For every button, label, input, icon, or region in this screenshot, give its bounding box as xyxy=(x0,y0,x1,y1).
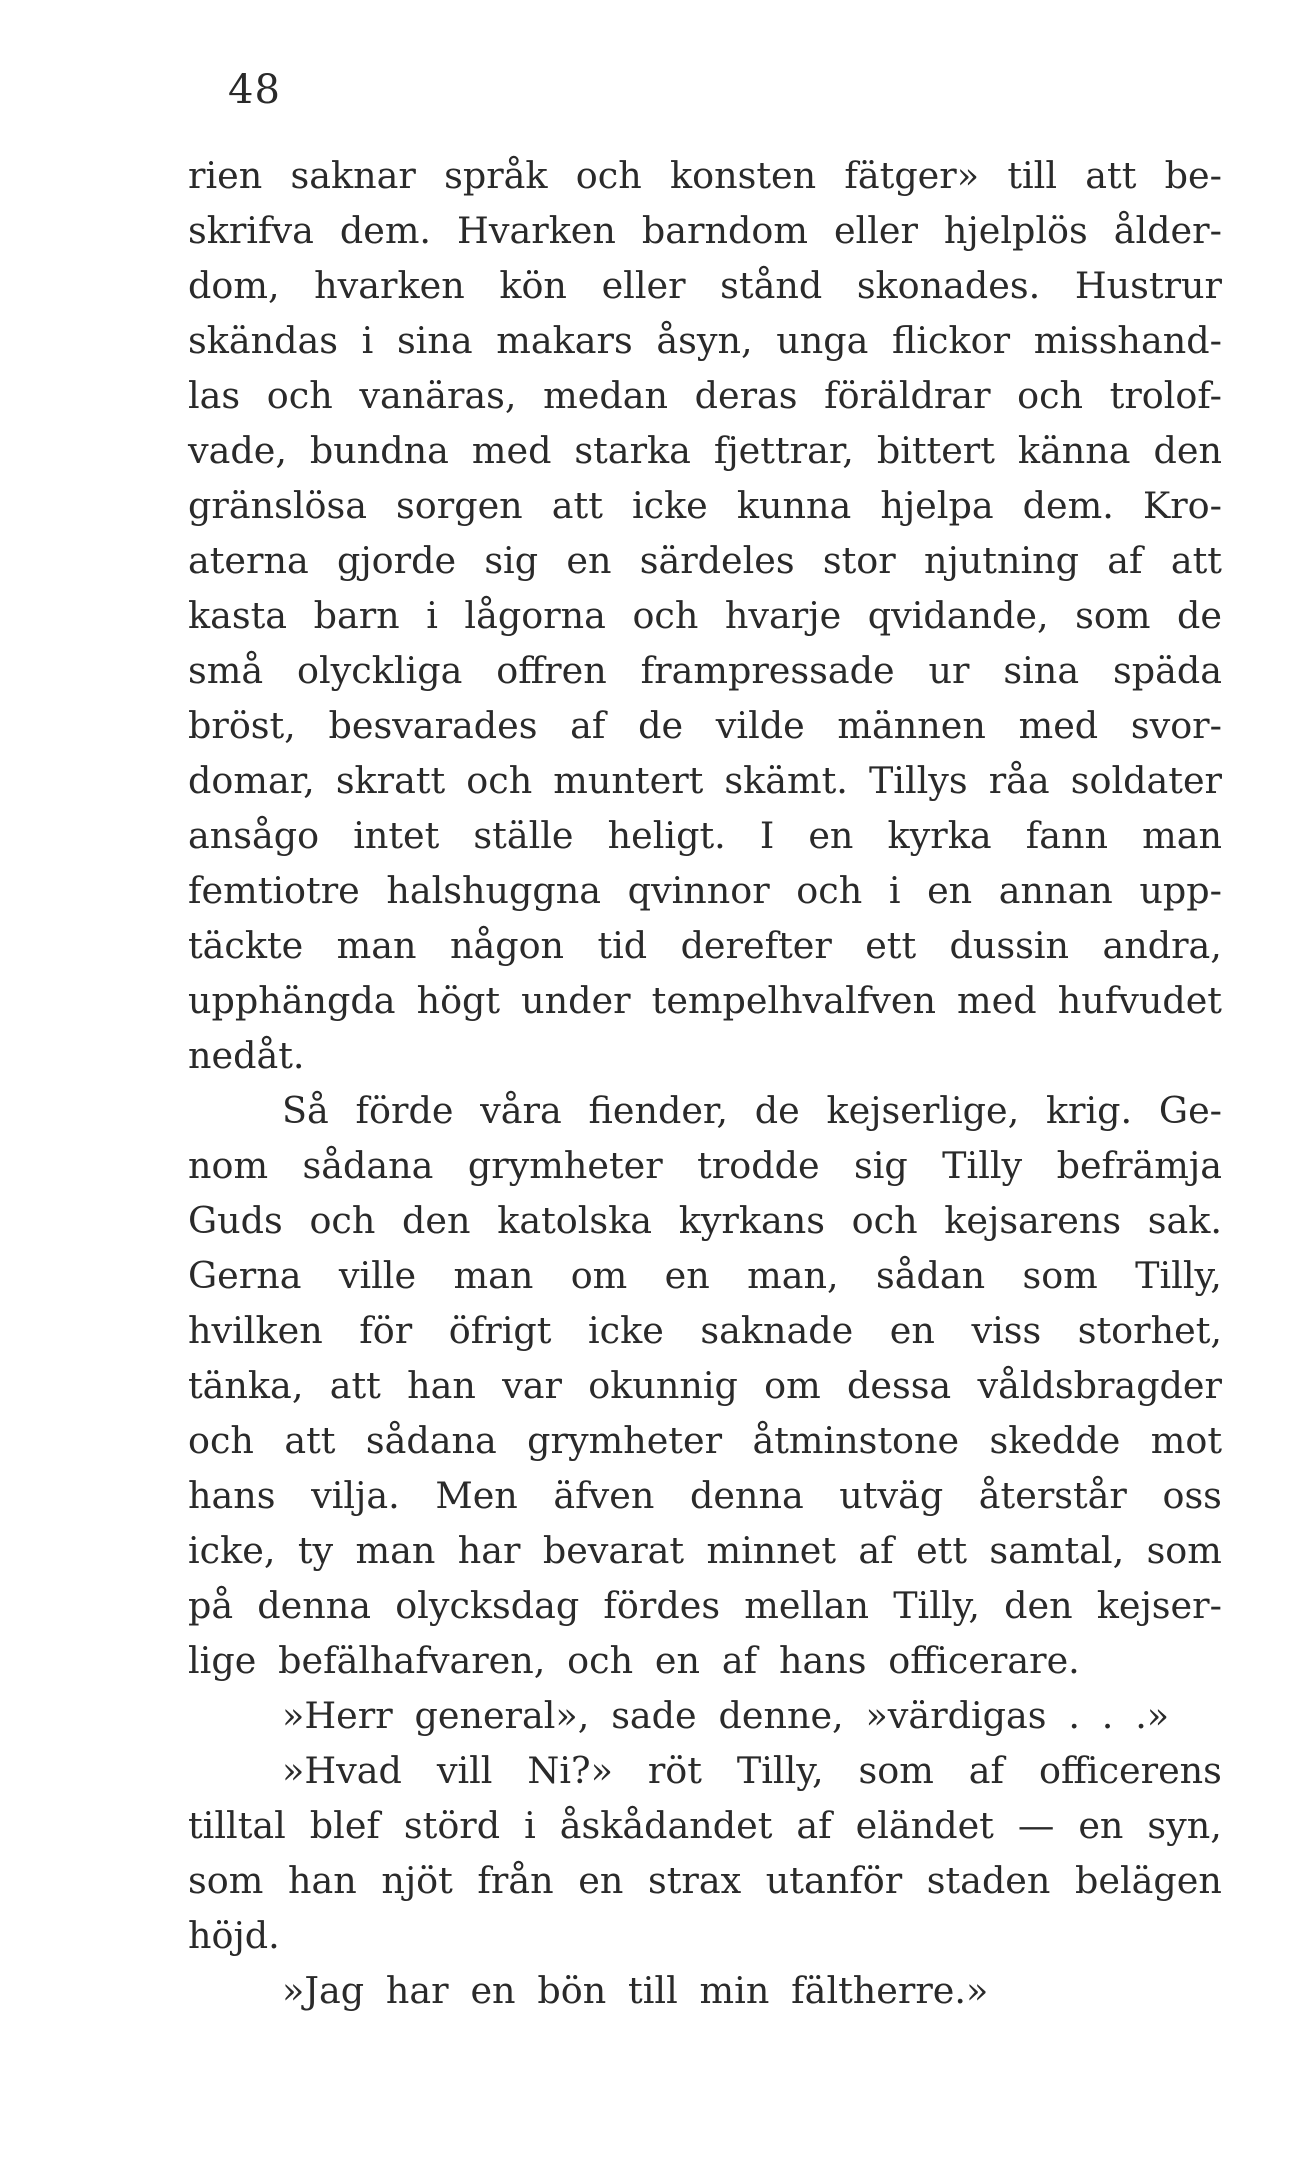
word: kyrka xyxy=(887,814,992,857)
text-line xyxy=(188,1798,1222,1853)
word: ålder- xyxy=(1113,209,1222,252)
word: en xyxy=(664,1254,710,1297)
word: med xyxy=(1018,704,1099,747)
word: fätger» xyxy=(844,154,980,197)
word: Gerna xyxy=(188,1254,302,1297)
word: skratt xyxy=(335,759,446,802)
word: skrifva xyxy=(188,209,314,252)
word: derefter xyxy=(680,924,832,967)
word: och xyxy=(575,154,642,197)
word: Guds xyxy=(188,1199,283,1242)
word: och xyxy=(188,1419,254,1462)
word: denna xyxy=(257,1584,372,1627)
word: kasta xyxy=(188,594,288,637)
word: rien xyxy=(188,154,263,197)
word: Hvarken xyxy=(457,209,616,252)
word: stånd xyxy=(720,264,823,307)
word: njutning xyxy=(923,539,1080,582)
word: dussin xyxy=(949,924,1070,967)
word: flickor xyxy=(892,319,1011,362)
text-line xyxy=(188,1248,1222,1303)
word: denna xyxy=(689,1474,804,1517)
line-text: nedåt. xyxy=(188,1034,305,1077)
word: Tilly xyxy=(942,1144,1023,1187)
word: från xyxy=(477,1859,554,1902)
text-line xyxy=(188,1578,1222,1633)
word: och xyxy=(796,869,863,912)
word: ansågo xyxy=(188,814,320,857)
word: heligt. xyxy=(607,814,726,857)
word: mellan xyxy=(744,1584,870,1627)
word: gränslösa xyxy=(188,484,367,527)
word: qvinnor xyxy=(627,869,770,912)
word: fiender, xyxy=(588,1089,728,1132)
word: Ni?» xyxy=(527,1749,613,1792)
word: grymheter xyxy=(467,1144,663,1187)
word: man xyxy=(1142,814,1222,857)
word: muntert xyxy=(553,759,704,802)
text-line xyxy=(188,1743,1222,1798)
word: och xyxy=(466,759,533,802)
word: till xyxy=(1007,154,1058,197)
word: de xyxy=(754,1089,800,1132)
word: Tillys xyxy=(868,759,968,802)
word: sina xyxy=(1003,649,1080,692)
word: en xyxy=(808,814,854,857)
word: olycksdag xyxy=(395,1584,580,1627)
line-text: lige befälhafvaren, och en af hans officerare. xyxy=(188,1639,1080,1682)
word: krig. xyxy=(1045,1089,1133,1132)
word: blef xyxy=(309,1804,380,1847)
word: icke, xyxy=(188,1529,276,1572)
line-text: höjd. xyxy=(188,1914,280,1957)
word: eller xyxy=(601,264,686,307)
word: Så xyxy=(282,1089,329,1132)
word: och xyxy=(851,1199,918,1242)
word: och xyxy=(632,594,699,637)
word: njöt xyxy=(381,1859,453,1902)
word: skonades. xyxy=(856,264,1041,307)
word: sak. xyxy=(1147,1199,1222,1242)
word: hvarken xyxy=(314,264,465,307)
word: viss xyxy=(971,1309,1042,1352)
word: hans xyxy=(188,1474,276,1517)
word: och xyxy=(266,374,333,417)
word: »Hvad xyxy=(282,1749,402,1792)
word: som xyxy=(1075,594,1151,637)
word: besvarades xyxy=(328,704,538,747)
word: särdeles xyxy=(639,539,795,582)
word: återstår xyxy=(978,1474,1127,1517)
word: dom, xyxy=(188,264,280,307)
text-line xyxy=(188,1633,1222,1688)
text-line xyxy=(188,1303,1222,1358)
word: strax xyxy=(647,1859,742,1902)
text-line xyxy=(188,148,1222,203)
word: sorgen xyxy=(396,484,523,527)
word: Tilly, xyxy=(893,1584,980,1627)
word: staden xyxy=(926,1859,1051,1902)
word: barn xyxy=(313,594,400,637)
word: af xyxy=(570,704,606,747)
word: aterna xyxy=(188,539,309,582)
word: medan xyxy=(543,374,668,417)
word: den xyxy=(1153,429,1222,472)
word: att xyxy=(1170,539,1222,582)
word: de xyxy=(1176,594,1222,637)
word: råa xyxy=(988,759,1050,802)
word: med xyxy=(957,979,1037,1022)
text-line xyxy=(188,1853,1222,1908)
word: på xyxy=(188,1584,234,1627)
word: af xyxy=(1107,539,1143,582)
word: intet xyxy=(353,814,440,857)
word: frampressade xyxy=(640,649,895,692)
text-line xyxy=(188,863,1222,918)
text-line xyxy=(188,1083,1222,1138)
word: och xyxy=(309,1199,376,1242)
word: att xyxy=(284,1419,336,1462)
word: kejsarens xyxy=(944,1199,1122,1242)
word: en xyxy=(889,1309,935,1352)
text-line xyxy=(188,1193,1222,1248)
text-line xyxy=(188,973,1222,1028)
page-number: 48 xyxy=(228,67,281,113)
word: som xyxy=(858,1749,934,1792)
word: han xyxy=(287,1859,357,1902)
word: las xyxy=(188,374,241,417)
word: röt xyxy=(647,1749,702,1792)
word: sig xyxy=(484,539,539,582)
word: ville xyxy=(338,1254,417,1297)
word: kejser- xyxy=(1096,1584,1222,1627)
word: mot xyxy=(1150,1419,1222,1462)
word: eller xyxy=(833,209,918,252)
word: dem. xyxy=(339,209,432,252)
word: af xyxy=(796,1804,832,1847)
word: katolska xyxy=(497,1199,653,1242)
word: vilde xyxy=(715,704,805,747)
text-line xyxy=(188,1688,1222,1743)
word: störd xyxy=(403,1804,501,1847)
word: soldater xyxy=(1070,759,1222,802)
word: kön xyxy=(499,264,567,307)
word: tänka, xyxy=(188,1364,304,1407)
word: han xyxy=(407,1364,476,1407)
word: fann xyxy=(1025,814,1108,857)
word: en xyxy=(566,539,612,582)
word: åtminstone xyxy=(752,1419,960,1462)
word: starka xyxy=(574,429,691,472)
word: hvilken xyxy=(188,1309,323,1352)
word: i xyxy=(426,594,438,637)
word: man xyxy=(453,1254,534,1297)
word: sådana xyxy=(365,1419,497,1462)
word: grymheter xyxy=(527,1419,723,1462)
word: våldsbragder xyxy=(977,1364,1222,1407)
word: skämt. xyxy=(724,759,848,802)
text-line xyxy=(188,698,1222,753)
word: samtal, xyxy=(989,1529,1125,1572)
word: sådana xyxy=(302,1144,434,1187)
word: tempelhvalfven xyxy=(651,979,936,1022)
word: var xyxy=(502,1364,562,1407)
word: lågorna xyxy=(464,594,606,637)
text-line xyxy=(188,313,1222,368)
word: Kro- xyxy=(1142,484,1222,527)
word: trolof- xyxy=(1109,374,1222,417)
word: att xyxy=(1085,154,1137,197)
word: bundna xyxy=(309,429,449,472)
word: i xyxy=(888,869,901,912)
text-line xyxy=(188,533,1222,588)
word: vanäras, xyxy=(359,374,517,417)
word: för xyxy=(359,1309,413,1352)
word: om xyxy=(764,1364,821,1407)
word: täckte xyxy=(188,924,304,967)
word: okunnig xyxy=(588,1364,738,1407)
word: en xyxy=(1078,1804,1124,1847)
text-line xyxy=(188,1523,1222,1578)
word: minnet xyxy=(706,1529,837,1572)
word: gjorde xyxy=(337,539,457,582)
word: föräldrar xyxy=(824,374,991,417)
word: våra xyxy=(480,1089,562,1132)
word: femtiotre xyxy=(188,869,360,912)
word: befrämja xyxy=(1056,1144,1222,1187)
word: under xyxy=(521,979,631,1022)
word: af xyxy=(968,1749,1005,1792)
word: dem. xyxy=(1022,484,1114,527)
text-line xyxy=(188,918,1222,973)
word: skändas xyxy=(188,319,338,362)
word: annan xyxy=(998,869,1113,912)
word: som xyxy=(1022,1254,1098,1297)
word: om xyxy=(570,1254,628,1297)
word: vilja. xyxy=(311,1474,400,1517)
word: Tilly, xyxy=(1135,1254,1222,1297)
word: ur xyxy=(928,649,970,692)
word: öfrigt xyxy=(448,1309,552,1352)
word: att xyxy=(329,1364,381,1407)
word: i xyxy=(524,1804,536,1847)
word: äfven xyxy=(553,1474,655,1517)
word: upphängda xyxy=(188,979,396,1022)
word: be- xyxy=(1164,154,1222,197)
text-line xyxy=(188,368,1222,423)
word: ty xyxy=(297,1529,334,1572)
text-line xyxy=(188,203,1222,258)
word: ett xyxy=(916,1529,967,1572)
text-line xyxy=(188,643,1222,698)
word: deras xyxy=(694,374,798,417)
word: sina xyxy=(396,319,473,362)
word: språk xyxy=(444,154,548,197)
word: — xyxy=(1017,1804,1055,1847)
word: sig xyxy=(853,1144,908,1187)
word: någon xyxy=(449,924,565,967)
word: officerens xyxy=(1039,1749,1222,1792)
word: ett xyxy=(865,924,917,967)
word: Ge- xyxy=(1158,1089,1222,1132)
word: olyckliga xyxy=(297,649,463,692)
word: utanför xyxy=(765,1859,903,1902)
word: domar, xyxy=(188,759,315,802)
word: belägen xyxy=(1075,1859,1222,1902)
word: åsyn, xyxy=(656,319,753,362)
word: åskådandet xyxy=(559,1804,773,1847)
word: halshuggna xyxy=(386,869,602,912)
text-line xyxy=(188,1908,1222,1963)
word: man xyxy=(355,1529,436,1572)
word: saknar xyxy=(290,154,416,197)
word: bevarat xyxy=(542,1529,685,1572)
text-line xyxy=(188,1358,1222,1413)
word: späda xyxy=(1113,649,1222,692)
word: kejserlige, xyxy=(826,1089,1020,1132)
word: som xyxy=(1146,1529,1222,1572)
line-text: »Jag har en bön till min fältherre.» xyxy=(282,1969,989,2012)
word: fördes xyxy=(603,1584,721,1627)
word: förde xyxy=(355,1089,454,1132)
word: bittert xyxy=(876,429,995,472)
word: konsten xyxy=(670,154,817,197)
word: syn, xyxy=(1147,1804,1222,1847)
line-text: »Herr general», sade denne, »värdigas . . .» xyxy=(282,1694,1170,1737)
word: eländet xyxy=(855,1804,994,1847)
word: qvidande, xyxy=(867,594,1049,637)
text-line xyxy=(188,423,1222,478)
text-line xyxy=(188,1963,1222,2018)
text-line xyxy=(188,1468,1222,1523)
word: i xyxy=(361,319,374,362)
word: hjelplös xyxy=(943,209,1088,252)
word: sådan xyxy=(875,1254,986,1297)
word: fjettrar, xyxy=(713,429,854,472)
word: Hustrur xyxy=(1074,264,1222,307)
word: de xyxy=(638,704,684,747)
word: barndom xyxy=(641,209,808,252)
word: tid xyxy=(597,924,648,967)
word: offren xyxy=(496,649,607,692)
word: och xyxy=(1017,374,1084,417)
word: Tilly, xyxy=(736,1749,824,1792)
word: dessa xyxy=(847,1364,952,1407)
word: vade, xyxy=(188,429,287,472)
word: hvarje xyxy=(724,594,842,637)
word: ställe xyxy=(473,814,574,857)
text-line xyxy=(188,1413,1222,1468)
word: att xyxy=(551,484,603,527)
word: högt xyxy=(416,979,501,1022)
text-line xyxy=(188,1028,1222,1083)
word: makars xyxy=(496,319,633,362)
word: man, xyxy=(747,1254,839,1297)
word: en xyxy=(927,869,973,912)
word: känna xyxy=(1017,429,1131,472)
word: I xyxy=(759,814,775,857)
word: en xyxy=(578,1859,624,1902)
word: små xyxy=(188,649,264,692)
word: stor xyxy=(822,539,896,582)
word: upp- xyxy=(1139,869,1222,912)
word: har xyxy=(457,1529,521,1572)
word: vill xyxy=(436,1749,493,1792)
word: kunna xyxy=(736,484,852,527)
word: kyrkans xyxy=(678,1199,825,1242)
word: trodde xyxy=(697,1144,820,1187)
word: männen xyxy=(837,704,986,747)
word: icke xyxy=(631,484,708,527)
word: nom xyxy=(188,1144,269,1187)
word: oss xyxy=(1162,1474,1222,1517)
text-line xyxy=(188,1138,1222,1193)
word: andra, xyxy=(1102,924,1222,967)
word: den xyxy=(1004,1584,1073,1627)
word: hufvudet xyxy=(1057,979,1222,1022)
word: storhet, xyxy=(1077,1309,1222,1352)
word: tilltal xyxy=(188,1804,286,1847)
word: hjelpa xyxy=(880,484,994,527)
word: svor- xyxy=(1130,704,1222,747)
text-line xyxy=(188,808,1222,863)
word: saknade xyxy=(700,1309,854,1352)
word: med xyxy=(471,429,552,472)
word: misshand- xyxy=(1033,319,1222,362)
word: unga xyxy=(776,319,869,362)
word: den xyxy=(402,1199,471,1242)
text-line xyxy=(188,478,1222,533)
word: bröst, xyxy=(188,704,296,747)
word: skedde xyxy=(989,1419,1121,1462)
word: utväg xyxy=(839,1474,944,1517)
word: som xyxy=(188,1859,264,1902)
text-line xyxy=(188,753,1222,808)
word: man xyxy=(336,924,417,967)
text-line xyxy=(188,258,1222,313)
body-text xyxy=(188,148,1222,2018)
word: Men xyxy=(435,1474,518,1517)
word: icke xyxy=(587,1309,664,1352)
text-line xyxy=(188,588,1222,643)
word: af xyxy=(858,1529,894,1572)
